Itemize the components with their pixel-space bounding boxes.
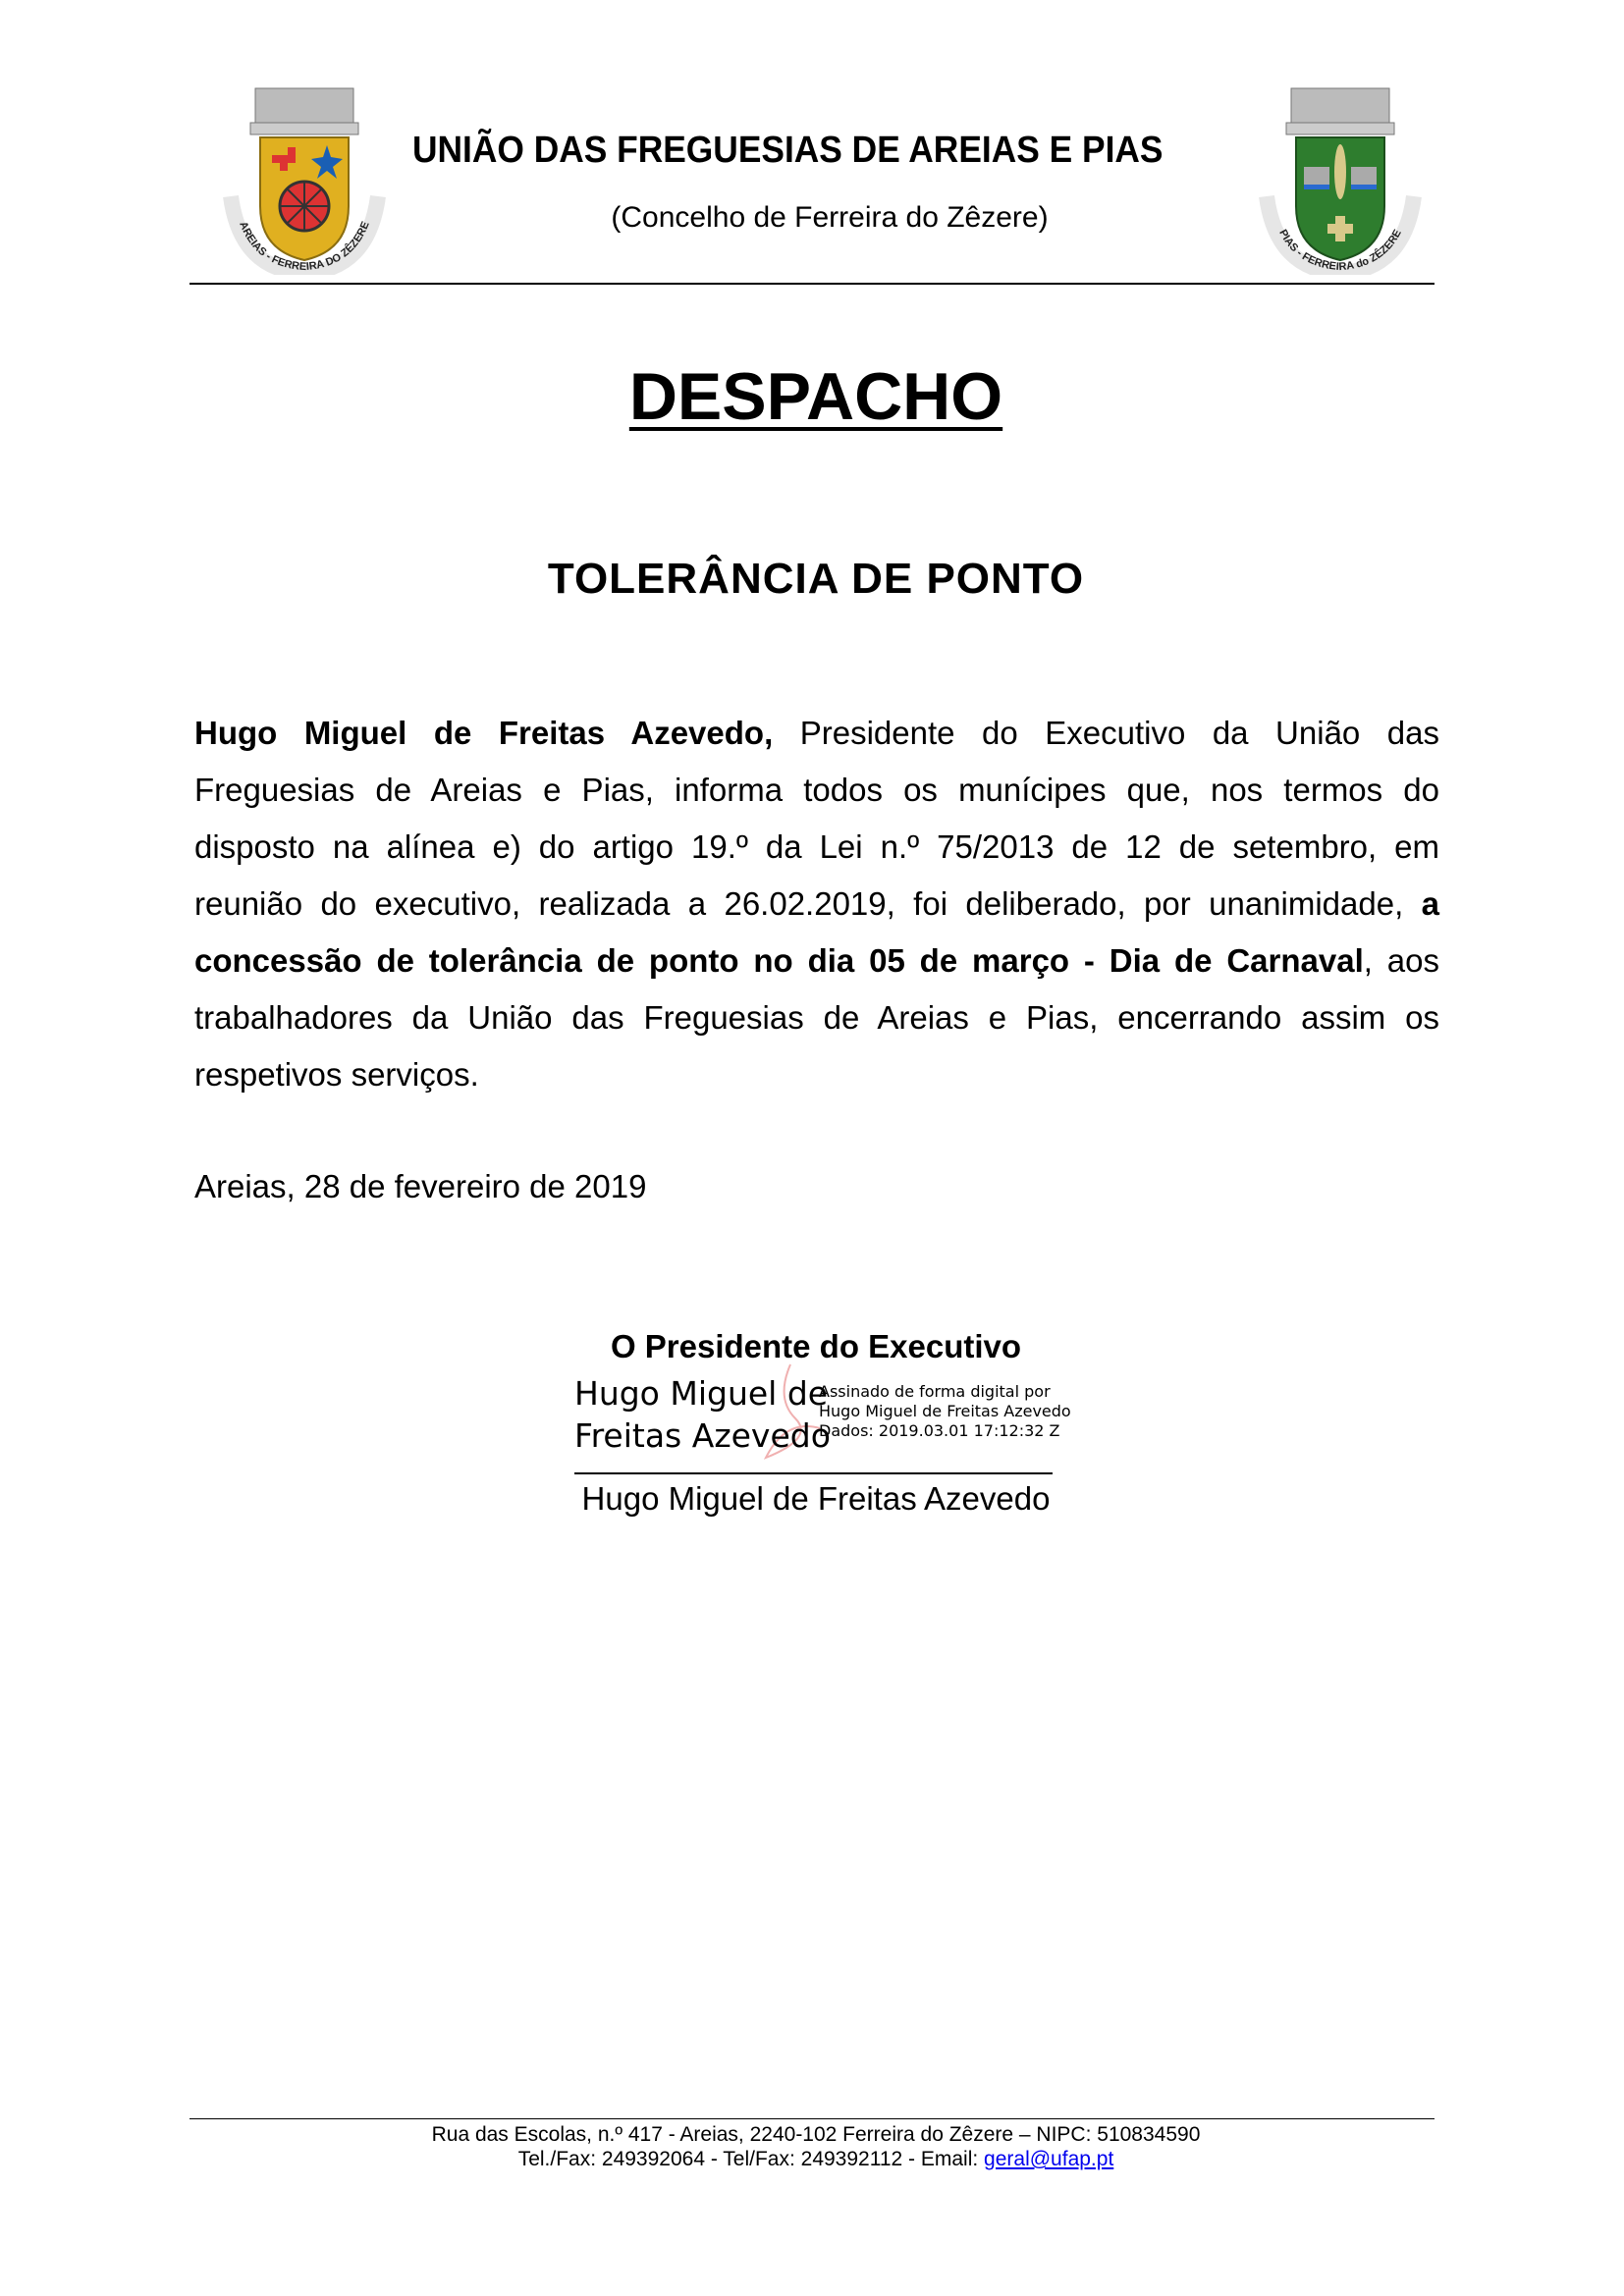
paragraph-line	[194, 942, 1439, 982]
pias-coat-of-arms-logo	[1247, 79, 1434, 275]
signer-name-line2: Freitas Azevedo	[574, 1416, 831, 1455]
contacts-text: Tel./Fax: 249392064 - Tel/Fax: 249392112 - Email:	[517, 2148, 985, 2170]
document-subheading: TOLERÂNCIA DE PONTO	[547, 555, 1085, 603]
document-heading	[0, 358, 1624, 435]
bold-segment: concessão de tolerância de ponto no dia 05 de março - Dia de Carnaval	[194, 942, 1364, 979]
signatory-role: O Presidente do Executivo	[610, 1328, 1022, 1364]
paragraph-line	[194, 715, 1439, 754]
organization-subtitle: (Concelho de Ferreira do Zêzere)	[611, 201, 1049, 234]
paragraph-line	[194, 1056, 1439, 1095]
text-segment: Presidente do Executivo da União das	[773, 715, 1439, 751]
crest-right-ribbon-textpath: PIAS - FERREIRA do ZÊZERE	[1276, 227, 1404, 274]
text-segment: trabalhadores da União das Freguesias de Areias e Pias, encerrando assim os	[194, 999, 1439, 1036]
paragraph-line	[194, 999, 1439, 1039]
paragraph-line	[194, 828, 1439, 868]
text-segment: respetivos serviços.	[194, 1056, 479, 1093]
paragraph-line	[194, 885, 1439, 925]
header-divider	[189, 283, 1435, 285]
footer-divider	[189, 2118, 1435, 2119]
text-segment: , aos	[1363, 942, 1440, 979]
text-segment: reunião do executivo, realizada a 26.02.2019, foi deliberado, por unanimidade,	[194, 885, 1422, 922]
president-name: Hugo Miguel de Freitas Azevedo,	[194, 715, 774, 751]
text-segment: disposto na alínea e) do artigo 19.º da Lei n.º 75/2013 de 12 de setembro, em	[194, 828, 1439, 865]
text-segment: Freguesias de Areias e Pias, informa todos os munícipes que, nos termos do	[194, 772, 1439, 808]
paragraph-line	[194, 772, 1439, 811]
printed-signer-name: Hugo Miguel de Freitas Azevedo	[581, 1480, 1051, 1517]
bold-segment: a	[1421, 885, 1439, 922]
date-line: Areias, 28 de fevereiro de 2019	[194, 1168, 647, 1204]
digital-signature-caption: Assinado de forma digital por	[819, 1382, 1051, 1401]
digital-signature-date: Dados: 2019.03.01 17:12:32 Z	[819, 1421, 1060, 1440]
crest-left-ribbon-textpath: AREIAS - FERREIRA DO ZÊZERE	[237, 220, 372, 274]
email-link[interactable]: geral@ufap.pt	[984, 2148, 1114, 2170]
organization-title: UNIÃO DAS FREGUESIAS DE AREIAS E PIAS	[412, 130, 1164, 171]
digital-signature-signer: Hugo Miguel de Freitas Azevedo	[819, 1402, 1071, 1420]
heading-text: DESPACHO	[628, 359, 1003, 434]
footer-contacts	[0, 2148, 1624, 2171]
signer-name-line1: Hugo Miguel de	[574, 1374, 829, 1413]
signature-line	[574, 1472, 1053, 1474]
footer-address: Rua das Escolas, n.º 417 - Areias, 2240-102 Ferreira do Zêzere – NIPC: 510834590	[431, 2123, 1201, 2146]
areias-coat-of-arms-logo	[211, 79, 398, 275]
